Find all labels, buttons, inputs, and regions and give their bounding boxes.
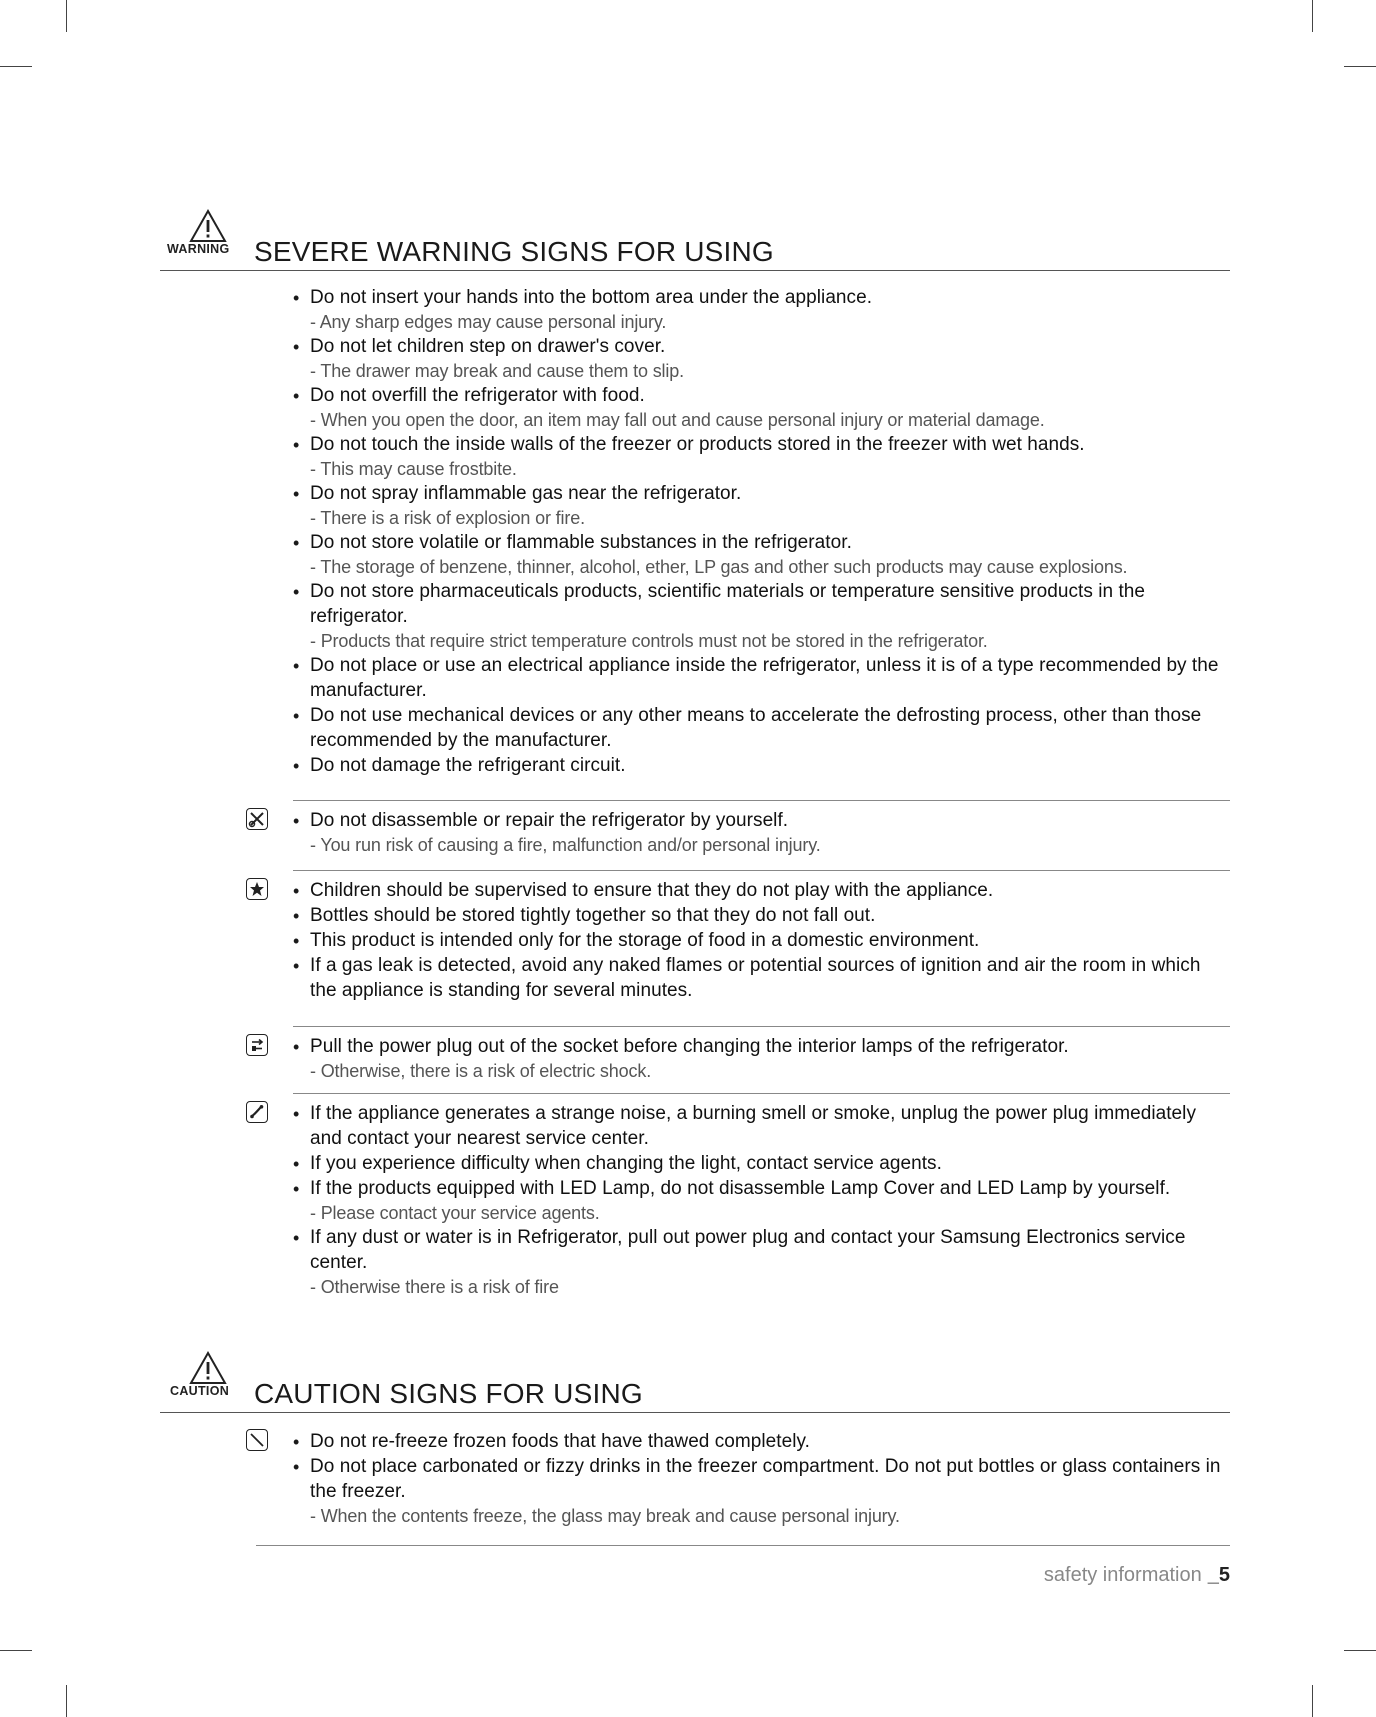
prohibited-icon: [246, 1429, 268, 1451]
item-text: If any dust or water is in Refrigerator, pull out power plug and contact your Samsung Electronics service center.: [310, 1227, 1186, 1273]
important-star-icon: [246, 878, 268, 900]
item-list: [293, 285, 1230, 778]
list-item: [293, 703, 1230, 753]
bullet-icon: •: [293, 811, 300, 831]
item-text: Do not let children step on drawer's cover.: [310, 336, 666, 357]
item-text: Bottles should be stored tightly together so that they do not fall out.: [310, 905, 876, 926]
bullet-icon: •: [293, 386, 300, 406]
list-item: [293, 1429, 1230, 1454]
item-text: If a gas leak is detected, avoid any naked flames or potential sources of ignition and air the room in which the appliance is standing for several minutes.: [310, 955, 1201, 1001]
bullet-icon: •: [293, 484, 300, 504]
bullet-icon: •: [293, 931, 300, 951]
bullet-icon: •: [293, 435, 300, 455]
item-note: - Products that require strict temperature controls must not be stored in the refrigerator.: [310, 631, 988, 651]
item-note: - This may cause frostbite.: [310, 459, 517, 479]
list-item: [293, 1151, 1230, 1176]
footer-section-label: safety information: [1043, 1564, 1202, 1586]
caution-badge: CAUTION: [170, 1384, 230, 1398]
list-item: [293, 1101, 1230, 1151]
list-item: [293, 285, 1230, 334]
item-text: This product is intended only for the storage of food in a domestic environment.: [310, 930, 980, 951]
warning-section-header: [160, 208, 1230, 278]
bullet-icon: •: [293, 706, 300, 726]
list-item: [293, 808, 1230, 857]
list-item: [293, 1225, 1230, 1299]
list-item: [293, 653, 1230, 703]
item-text: Do not re-freeze frozen foods that have thawed completely.: [310, 1431, 810, 1452]
list-item: [293, 1176, 1230, 1225]
divider: [256, 1545, 1230, 1546]
item-text: Do not disassemble or repair the refrigerator by yourself.: [310, 810, 789, 831]
bullet-icon: •: [293, 656, 300, 676]
item-note: - There is a risk of explosion or fire.: [310, 508, 585, 528]
section-title: SEVERE WARNING SIGNS FOR USING: [254, 236, 774, 267]
item-text: Do not spray inflammable gas near the refrigerator.: [310, 483, 742, 504]
item-note: - Otherwise, there is a risk of electric shock.: [310, 1061, 652, 1081]
divider: [293, 1093, 1230, 1094]
bullet-icon: •: [293, 533, 300, 553]
item-note: - When you open the door, an item may fall out and cause personal injury or material damage.: [310, 410, 1045, 430]
section-title: CAUTION SIGNS FOR USING: [254, 1378, 643, 1409]
divider: [293, 1026, 1230, 1027]
bullet-icon: •: [293, 756, 300, 776]
no-disassembly-icon: [246, 808, 268, 830]
item-text: If the products equipped with LED Lamp, do not disassemble Lamp Cover and LED Lamp by yourself.: [310, 1178, 1171, 1199]
list-item: [293, 579, 1230, 653]
page-footer: [1044, 1564, 1230, 1587]
bullet-icon: •: [293, 1037, 300, 1057]
bullet-icon: •: [293, 1179, 300, 1199]
list-item: [293, 530, 1230, 579]
item-note: - You run risk of causing a fire, malfunction and/or personal injury.: [310, 835, 821, 855]
section-rule: [160, 1412, 1230, 1413]
item-text: If the appliance generates a strange noise, a burning smell or smoke, unplug the power plug immediately and contact your nearest service center.: [310, 1103, 1196, 1149]
divider: [293, 870, 1230, 871]
list-item: [293, 928, 1230, 953]
list-item: [293, 481, 1230, 530]
bullet-icon: •: [293, 1228, 300, 1248]
list-item: [293, 383, 1230, 432]
crop-mark: [1344, 66, 1376, 67]
bullet-icon: •: [293, 956, 300, 976]
list-item: [293, 903, 1230, 928]
list-item: [293, 432, 1230, 481]
bullet-icon: •: [293, 906, 300, 926]
item-text: Do not touch the inside walls of the freezer or products stored in the freezer with wet hands.: [310, 434, 1085, 455]
list-item: [293, 753, 1230, 778]
list-item: [293, 1034, 1230, 1083]
item-text: Do not place carbonated or fizzy drinks in the freezer compartment. Do not put bottles or glass containers in the freezer.: [310, 1456, 1221, 1502]
item-text: Children should be supervised to ensure that they do not play with the appliance.: [310, 880, 994, 901]
item-note: - Otherwise there is a risk of fire: [310, 1277, 559, 1297]
warning-badge: WARNING: [167, 242, 230, 256]
bullet-icon: •: [293, 1104, 300, 1124]
item-note: - The storage of benzene, thinner, alcohol, ether, LP gas and other such products may cause explosions.: [310, 557, 1128, 577]
divider: [293, 800, 1230, 801]
item-list: [293, 1101, 1230, 1299]
item-list: [293, 878, 1230, 1003]
crop-mark: [0, 66, 32, 67]
crop-mark: [0, 1650, 32, 1651]
list-item: [293, 1454, 1230, 1528]
item-list: [293, 1034, 1230, 1083]
crop-mark: [1312, 0, 1313, 32]
contact-service-icon: [246, 1101, 268, 1123]
section-rule: [160, 270, 1230, 271]
bullet-icon: •: [293, 337, 300, 357]
item-text: Do not use mechanical devices or any other means to accelerate the defrosting process, other than those recommended by the manufacturer.: [310, 705, 1202, 751]
crop-mark: [66, 1685, 67, 1717]
item-text: Do not store volatile or flammable substances in the refrigerator.: [310, 532, 852, 553]
crop-mark: [1312, 1685, 1313, 1717]
bullet-icon: •: [293, 1154, 300, 1174]
caution-section-header: [160, 1350, 1230, 1420]
crop-mark: [1344, 1650, 1376, 1651]
bullet-icon: •: [293, 288, 300, 308]
item-note: - Any sharp edges may cause personal injury.: [310, 312, 667, 332]
item-note: - When the contents freeze, the glass may break and cause personal injury.: [310, 1506, 900, 1526]
bullet-icon: •: [293, 881, 300, 901]
unplug-icon: [246, 1034, 268, 1056]
list-item: [293, 878, 1230, 903]
item-text: Do not insert your hands into the bottom area under the appliance.: [310, 287, 873, 308]
item-text: Do not overfill the refrigerator with food.: [310, 385, 645, 406]
item-text: Do not store pharmaceuticals products, scientific materials or temperature sensitive products in the refrigerator.: [310, 581, 1146, 627]
item-note: - The drawer may break and cause them to slip.: [310, 361, 684, 381]
item-list: [293, 1429, 1230, 1528]
item-text: Pull the power plug out of the socket before changing the interior lamps of the refrigerator.: [310, 1036, 1069, 1057]
item-text: Do not damage the refrigerant circuit.: [310, 755, 626, 776]
list-item: [293, 334, 1230, 383]
page-number: _5: [1207, 1564, 1230, 1586]
bullet-icon: •: [293, 1457, 300, 1477]
item-list: [293, 808, 1230, 857]
bullet-icon: •: [293, 582, 300, 602]
item-text: If you experience difficulty when changing the light, contact service agents.: [310, 1153, 942, 1174]
list-item: [293, 953, 1230, 1003]
crop-mark: [66, 0, 67, 32]
bullet-icon: •: [293, 1432, 300, 1452]
item-note: - Please contact your service agents.: [310, 1203, 600, 1223]
item-text: Do not place or use an electrical appliance inside the refrigerator, unless it is of a type recommended by the manufacturer.: [310, 655, 1219, 701]
